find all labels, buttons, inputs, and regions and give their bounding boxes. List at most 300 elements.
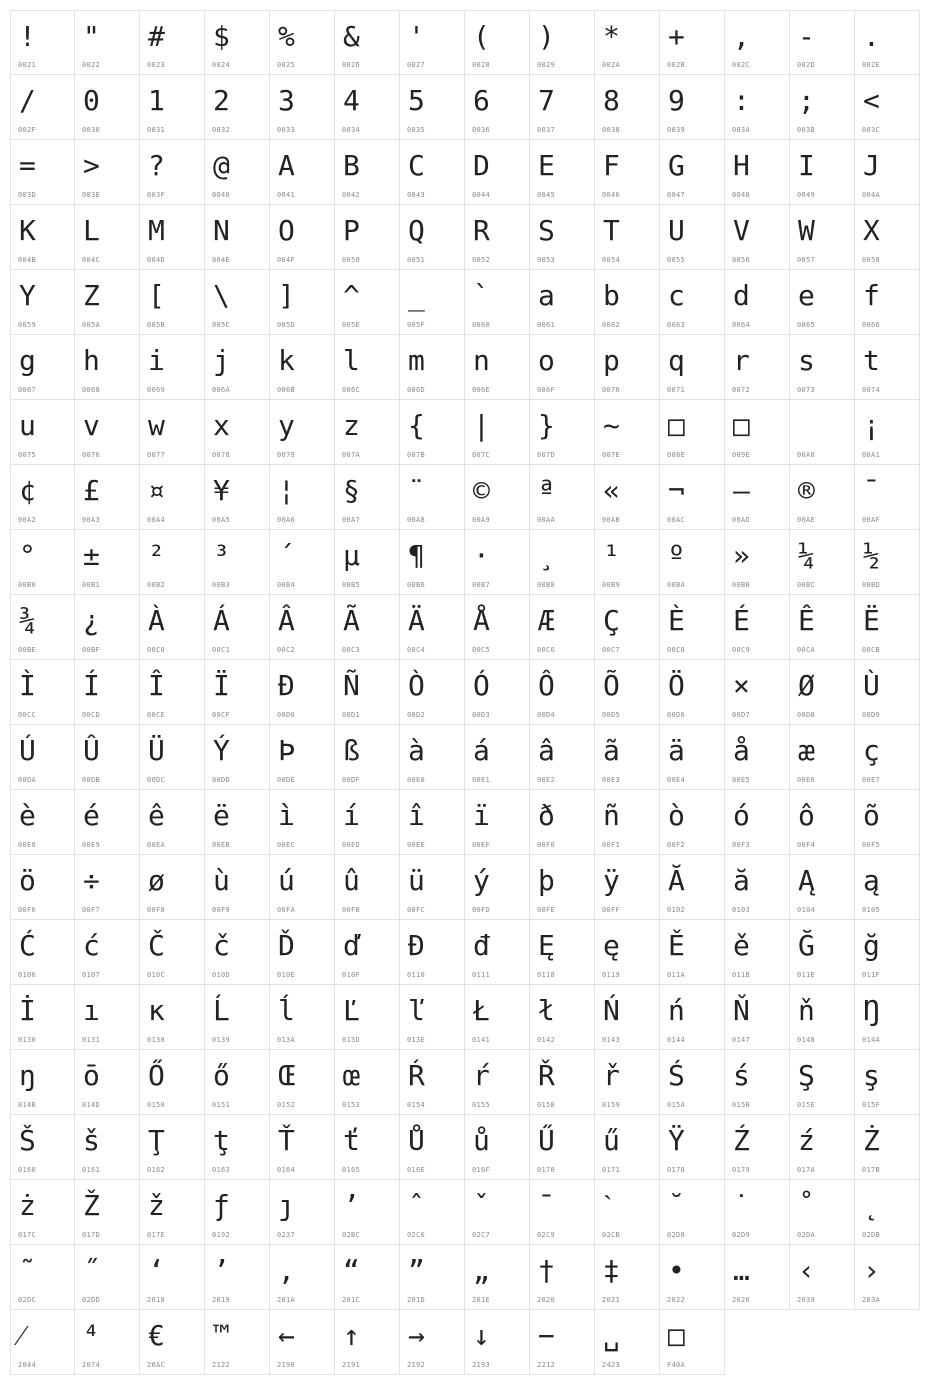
- glyph-codepoint: 015F: [862, 1101, 881, 1109]
- glyph-codepoint: 00CB: [862, 646, 881, 654]
- glyph-cell: [10, 725, 75, 790]
- glyph-codepoint: 0022: [82, 61, 101, 69]
- glyph-char: T: [603, 214, 620, 247]
- glyph-char: o: [538, 344, 555, 377]
- glyph-char: Œ: [278, 1059, 295, 1092]
- glyph-char: ?: [148, 149, 165, 182]
- glyph-char: q: [668, 344, 685, 377]
- glyph-codepoint: 005E: [342, 321, 361, 329]
- glyph-cell: [725, 725, 790, 790]
- glyph-char: 4: [343, 84, 360, 117]
- glyph-char: ': [408, 20, 425, 53]
- glyph-codepoint: 003F: [147, 191, 166, 199]
- glyph-codepoint: 02CB: [602, 1231, 621, 1239]
- glyph-codepoint: 011B: [732, 971, 751, 979]
- glyph-char: c: [668, 279, 685, 312]
- glyph-cell: [335, 855, 400, 920]
- glyph-codepoint: 002B: [667, 61, 686, 69]
- glyph-codepoint: 0076: [82, 451, 101, 459]
- glyph-cell: [790, 530, 855, 595]
- glyph-cell: [595, 985, 660, 1050]
- glyph-codepoint: 0031: [147, 126, 166, 134]
- glyph-char: ŕ: [473, 1059, 490, 1092]
- glyph-char: &: [343, 20, 360, 53]
- glyph-codepoint: 0023: [147, 61, 166, 69]
- glyph-codepoint: 2074: [82, 1361, 101, 1369]
- glyph-cell: [465, 595, 530, 660]
- glyph-codepoint: 006D: [407, 386, 426, 394]
- glyph-char: :: [733, 84, 750, 117]
- glyph-codepoint: 2192: [407, 1361, 426, 1369]
- glyph-cell: [400, 1180, 465, 1245]
- glyph-codepoint: 002D: [797, 61, 816, 69]
- glyph-codepoint: 0068: [82, 386, 101, 394]
- glyph-codepoint: 0055: [667, 256, 686, 264]
- glyph-cell: [530, 140, 595, 205]
- glyph-codepoint: 2122: [212, 1361, 231, 1369]
- glyph-codepoint: 016E: [407, 1166, 426, 1174]
- glyph-codepoint: 0021: [18, 61, 37, 69]
- glyph-cell: [725, 335, 790, 400]
- glyph-cell: [725, 10, 790, 75]
- glyph-codepoint: 003E: [82, 191, 101, 199]
- glyph-cell: [10, 10, 75, 75]
- glyph-codepoint: 0161: [82, 1166, 101, 1174]
- glyph-codepoint: 20AC: [147, 1361, 166, 1369]
- glyph-char: Ï: [213, 669, 230, 702]
- glyph-codepoint: 00B6: [407, 581, 426, 589]
- glyph-cell: [205, 725, 270, 790]
- glyph-codepoint: 00E2: [537, 776, 556, 784]
- glyph-codepoint: 00F3: [732, 841, 751, 849]
- glyph-char: Ą: [798, 864, 815, 897]
- glyph-char: Ş: [798, 1059, 815, 1092]
- glyph-char: w: [148, 409, 165, 442]
- glyph-cell: [725, 595, 790, 660]
- glyph-char: |: [473, 409, 490, 442]
- glyph-cell: [75, 1115, 140, 1180]
- glyph-cell: [10, 465, 75, 530]
- glyph-codepoint: 2044: [18, 1361, 37, 1369]
- glyph-cell: [725, 1245, 790, 1310]
- glyph-char: ¸: [538, 539, 555, 572]
- glyph-cell: [335, 400, 400, 465]
- glyph-char: –: [733, 474, 750, 507]
- glyph-char: Ý: [213, 734, 230, 767]
- glyph-char: {: [408, 409, 425, 442]
- glyph-char: ÿ: [603, 864, 620, 897]
- glyph-cell: [465, 855, 530, 920]
- glyph-char: ô: [798, 799, 815, 832]
- glyph-cell: [270, 1115, 335, 1180]
- glyph-codepoint: 0102: [667, 906, 686, 914]
- glyph-char: X: [863, 214, 880, 247]
- glyph-cell: [270, 790, 335, 855]
- glyph-codepoint: 00E9: [82, 841, 101, 849]
- glyph-cell: [660, 400, 725, 465]
- glyph-cell: [855, 725, 920, 790]
- glyph-cell: [855, 1115, 920, 1180]
- glyph-cell: [140, 465, 205, 530]
- glyph-cell: [595, 595, 660, 660]
- glyph-cell: [725, 205, 790, 270]
- glyph-cell: [465, 530, 530, 595]
- glyph-cell: [660, 1050, 725, 1115]
- glyph-char: ñ: [603, 799, 620, 832]
- glyph-char: ð: [538, 799, 555, 832]
- glyph-cell: [790, 660, 855, 725]
- glyph-codepoint: 0170: [537, 1166, 556, 1174]
- glyph-char: …: [733, 1254, 750, 1287]
- glyph-codepoint: 0069: [147, 386, 166, 394]
- glyph-char: à: [408, 734, 425, 767]
- glyph-char: ~: [603, 409, 620, 442]
- glyph-cell: [10, 660, 75, 725]
- glyph-char: ¢: [19, 474, 36, 507]
- glyph-codepoint: 0107: [82, 971, 101, 979]
- glyph-char: ÷: [83, 864, 100, 897]
- glyph-char: V: [733, 214, 750, 247]
- glyph-codepoint: 00AA: [537, 516, 556, 524]
- glyph-codepoint: 00BC: [797, 581, 816, 589]
- glyph-cell: [400, 725, 465, 790]
- glyph-codepoint: 017C: [18, 1231, 37, 1239]
- glyph-char: ï: [473, 799, 490, 832]
- glyph-char: »: [733, 539, 750, 572]
- glyph-cell: [725, 985, 790, 1050]
- glyph-cell: [660, 920, 725, 985]
- glyph-cell: [140, 270, 205, 335]
- glyph-char: ˇ: [473, 1189, 490, 1222]
- glyph-codepoint: 2026: [732, 1296, 751, 1304]
- glyph-char: ^: [343, 279, 360, 312]
- glyph-char: Í: [83, 669, 100, 702]
- glyph-char: Ĺ: [213, 994, 230, 1027]
- glyph-codepoint: 0073: [797, 386, 816, 394]
- glyph-codepoint: 007C: [472, 451, 491, 459]
- glyph-cell: [530, 660, 595, 725]
- glyph-cell: [660, 270, 725, 335]
- glyph-codepoint: 0041: [277, 191, 296, 199]
- glyph-char: ż: [19, 1189, 36, 1222]
- glyph-char: Y: [19, 279, 36, 312]
- glyph-codepoint: 0144: [667, 1036, 686, 1044]
- glyph-codepoint: 00E1: [472, 776, 491, 784]
- glyph-codepoint: 00AC: [667, 516, 686, 524]
- glyph-codepoint: 004B: [18, 256, 37, 264]
- glyph-codepoint: 00C0: [147, 646, 166, 654]
- glyph-cell: [530, 1245, 595, 1310]
- glyph-cell: [335, 205, 400, 270]
- glyph-char: L: [83, 214, 100, 247]
- glyph-codepoint: 00CC: [18, 711, 37, 719]
- glyph-char: .: [863, 20, 880, 53]
- glyph-cell: [660, 855, 725, 920]
- glyph-codepoint: 02D9: [732, 1231, 751, 1239]
- glyph-cell: [205, 10, 270, 75]
- glyph-char: ö: [19, 864, 36, 897]
- glyph-char: Ù: [863, 669, 880, 702]
- glyph-cell: [725, 140, 790, 205]
- glyph-codepoint: 0139: [212, 1036, 231, 1044]
- glyph-codepoint: 0079: [277, 451, 296, 459]
- glyph-char: C: [408, 149, 425, 182]
- glyph-cell: [855, 920, 920, 985]
- glyph-char: Ť: [278, 1124, 295, 1157]
- glyph-cell: [465, 140, 530, 205]
- glyph-cell: [660, 530, 725, 595]
- glyph-codepoint: 017D: [82, 1231, 101, 1239]
- glyph-codepoint: 0032: [212, 126, 231, 134]
- glyph-cell: [595, 335, 660, 400]
- glyph-char: -: [798, 20, 815, 53]
- glyph-char: Ÿ: [668, 1124, 685, 1157]
- glyph-codepoint: 003A: [732, 126, 751, 134]
- glyph-cell: [790, 140, 855, 205]
- glyph-char: Ő: [148, 1059, 165, 1092]
- glyph-codepoint: 0075: [18, 451, 37, 459]
- glyph-char: ä: [668, 734, 685, 767]
- glyph-cell: [725, 1115, 790, 1180]
- glyph-cell: [790, 1245, 855, 1310]
- glyph-char: «: [603, 474, 620, 507]
- glyph-cell: [270, 10, 335, 75]
- glyph-cell: [530, 595, 595, 660]
- glyph-cell: [75, 75, 140, 140]
- glyph-cell: [660, 465, 725, 530]
- glyph-codepoint: 00E4: [667, 776, 686, 784]
- glyph-char: ú: [278, 864, 295, 897]
- glyph-codepoint: 013A: [277, 1036, 296, 1044]
- glyph-cell: [75, 1310, 140, 1375]
- glyph-cell: [660, 205, 725, 270]
- glyph-cell: [10, 1050, 75, 1115]
- glyph-char: 9: [668, 84, 685, 117]
- glyph-cell: [595, 270, 660, 335]
- glyph-cell: [725, 530, 790, 595]
- glyph-cell: [790, 205, 855, 270]
- glyph-char: A: [278, 149, 295, 182]
- glyph-codepoint: 00FB: [342, 906, 361, 914]
- glyph-cell: [595, 140, 660, 205]
- glyph-char: ˆ: [408, 1189, 425, 1222]
- glyph-char: ←: [278, 1319, 295, 1352]
- glyph-cell: [790, 400, 855, 465]
- glyph-cell: [205, 985, 270, 1050]
- glyph-codepoint: 0078: [212, 451, 231, 459]
- glyph-char: =: [19, 149, 36, 182]
- glyph-char: 3: [278, 84, 295, 117]
- glyph-cell: [530, 530, 595, 595]
- glyph-codepoint: 00FA: [277, 906, 296, 914]
- glyph-cell: [855, 790, 920, 855]
- glyph-codepoint: 00E8: [18, 841, 37, 849]
- glyph-char: }: [538, 409, 555, 442]
- glyph-codepoint: 00C5: [472, 646, 491, 654]
- glyph-codepoint: 0077: [147, 451, 166, 459]
- glyph-char: f: [863, 279, 880, 312]
- glyph-char: ¡: [863, 409, 880, 442]
- glyph-codepoint: 00DA: [18, 776, 37, 784]
- glyph-cell: [205, 1180, 270, 1245]
- glyph-codepoint: 0159: [602, 1101, 621, 1109]
- glyph-char: @: [213, 149, 230, 182]
- glyph-char: n: [473, 344, 490, 377]
- glyph-cell: [595, 1180, 660, 1245]
- glyph-cell: [400, 400, 465, 465]
- glyph-char: Å: [473, 604, 490, 637]
- glyph-cell: [530, 855, 595, 920]
- glyph-cell: [855, 1245, 920, 1310]
- glyph-cell: [855, 10, 920, 75]
- glyph-char: ř: [603, 1059, 620, 1092]
- glyph-char: #: [148, 20, 165, 53]
- glyph-cell: [595, 790, 660, 855]
- glyph-char: x: [213, 409, 230, 442]
- glyph-codepoint: 00F2: [667, 841, 686, 849]
- glyph-char: ;: [798, 84, 815, 117]
- glyph-cell: [10, 75, 75, 140]
- glyph-cell: [10, 1310, 75, 1375]
- glyph-cell: [855, 400, 920, 465]
- glyph-char: Ř: [538, 1059, 555, 1092]
- glyph-char: ²: [148, 539, 165, 572]
- glyph-codepoint: 0035: [407, 126, 426, 134]
- glyph-codepoint: 014B: [18, 1101, 37, 1109]
- glyph-codepoint: 00F5: [862, 841, 881, 849]
- glyph-codepoint: 0152: [277, 1101, 296, 1109]
- glyph-char: ™: [213, 1319, 230, 1352]
- glyph-cell: [205, 660, 270, 725]
- glyph-codepoint: 00BD: [862, 581, 881, 589]
- glyph-codepoint: 00B2: [147, 581, 166, 589]
- glyph-codepoint: 0027: [407, 61, 426, 69]
- glyph-cell: [660, 725, 725, 790]
- glyph-codepoint: 2021: [602, 1296, 621, 1304]
- glyph-codepoint: 017A: [797, 1166, 816, 1174]
- glyph-char: ↓: [473, 1319, 490, 1352]
- glyph-codepoint: 0046: [602, 191, 621, 199]
- glyph-char: ‡: [603, 1254, 620, 1287]
- glyph-char: Ê: [798, 604, 815, 637]
- glyph-codepoint: 00A0: [797, 451, 816, 459]
- glyph-codepoint: 0163: [212, 1166, 231, 1174]
- glyph-char: Ğ: [798, 929, 815, 962]
- glyph-char: `: [473, 279, 490, 312]
- glyph-char: č: [213, 929, 230, 962]
- glyph-cell: [465, 465, 530, 530]
- glyph-char: ³: [213, 539, 230, 572]
- glyph-char: Ď: [278, 929, 295, 962]
- glyph-cell: [725, 920, 790, 985]
- glyph-char: ę: [603, 929, 620, 962]
- glyph-cell: [205, 270, 270, 335]
- glyph-cell: [530, 725, 595, 790]
- glyph-codepoint: 007D: [537, 451, 556, 459]
- glyph-cell: [270, 1310, 335, 1375]
- glyph-char: ª: [538, 474, 555, 507]
- glyph-codepoint: 00B8: [537, 581, 556, 589]
- glyph-codepoint: 02DA: [797, 1231, 816, 1239]
- glyph-codepoint: 00CF: [212, 711, 231, 719]
- glyph-cell: [335, 335, 400, 400]
- glyph-codepoint: 00B7: [472, 581, 491, 589]
- glyph-char: ¯: [863, 474, 880, 507]
- glyph-codepoint: 00B0: [18, 581, 37, 589]
- glyph-codepoint: 0054: [602, 256, 621, 264]
- glyph-codepoint: 02D8: [667, 1231, 686, 1239]
- glyph-cell: [530, 1050, 595, 1115]
- glyph-codepoint: 0131: [82, 1036, 101, 1044]
- glyph-char: k: [278, 344, 295, 377]
- glyph-codepoint: 004E: [212, 256, 231, 264]
- glyph-char: þ: [538, 864, 555, 897]
- glyph-char: p: [603, 344, 620, 377]
- glyph-char: ½: [863, 539, 880, 572]
- glyph-cell: [270, 1245, 335, 1310]
- glyph-cell: [725, 790, 790, 855]
- glyph-cell: [205, 1115, 270, 1180]
- glyph-codepoint: 00C9: [732, 646, 751, 654]
- glyph-codepoint: 00DF: [342, 776, 361, 784]
- glyph-cell: [335, 10, 400, 75]
- glyph-cell: [400, 855, 465, 920]
- glyph-codepoint: 00D5: [602, 711, 621, 719]
- glyph-codepoint: 201C: [342, 1296, 361, 1304]
- glyph-cell: [10, 855, 75, 920]
- glyph-char: õ: [863, 799, 880, 832]
- glyph-cell: [400, 530, 465, 595]
- glyph-cell: [335, 790, 400, 855]
- glyph-codepoint: 0065: [797, 321, 816, 329]
- glyph-char: Û: [83, 734, 100, 767]
- glyph-cell: [790, 1115, 855, 1180]
- glyph-char: l: [343, 344, 360, 377]
- glyph-char: È: [668, 604, 685, 637]
- glyph-char: ű: [603, 1124, 620, 1157]
- glyph-cell: [595, 465, 660, 530]
- glyph-cell: [335, 1050, 400, 1115]
- glyph-char: +: [668, 20, 685, 53]
- glyph-cell: [595, 855, 660, 920]
- glyph-char: ü: [408, 864, 425, 897]
- glyph-codepoint: 00B4: [277, 581, 296, 589]
- glyph-codepoint: 0071: [667, 386, 686, 394]
- glyph-cell: [530, 465, 595, 530]
- glyph-char: ş: [863, 1059, 880, 1092]
- glyph-cell: [75, 335, 140, 400]
- glyph-char: ţ: [213, 1124, 230, 1157]
- glyph-cell: [335, 1310, 400, 1375]
- glyph-char: \: [213, 279, 230, 312]
- glyph-char: e: [798, 279, 815, 312]
- glyph-cell: [595, 725, 660, 790]
- glyph-cell: [205, 1245, 270, 1310]
- glyph-codepoint: 00E7: [862, 776, 881, 784]
- glyph-char: Ŋ: [863, 994, 880, 1027]
- glyph-cell: [140, 1245, 205, 1310]
- glyph-codepoint: 0048: [732, 191, 751, 199]
- glyph-char: ›: [863, 1254, 880, 1287]
- glyph-codepoint: 00F9: [212, 906, 231, 914]
- glyph-char: ê: [148, 799, 165, 832]
- glyph-cell: [400, 660, 465, 725]
- glyph-codepoint: 003D: [18, 191, 37, 199]
- glyph-cell: [270, 205, 335, 270]
- glyph-char: ˜: [19, 1254, 36, 1287]
- glyph-codepoint: 00F0: [537, 841, 556, 849]
- glyph-codepoint: 2019: [212, 1296, 231, 1304]
